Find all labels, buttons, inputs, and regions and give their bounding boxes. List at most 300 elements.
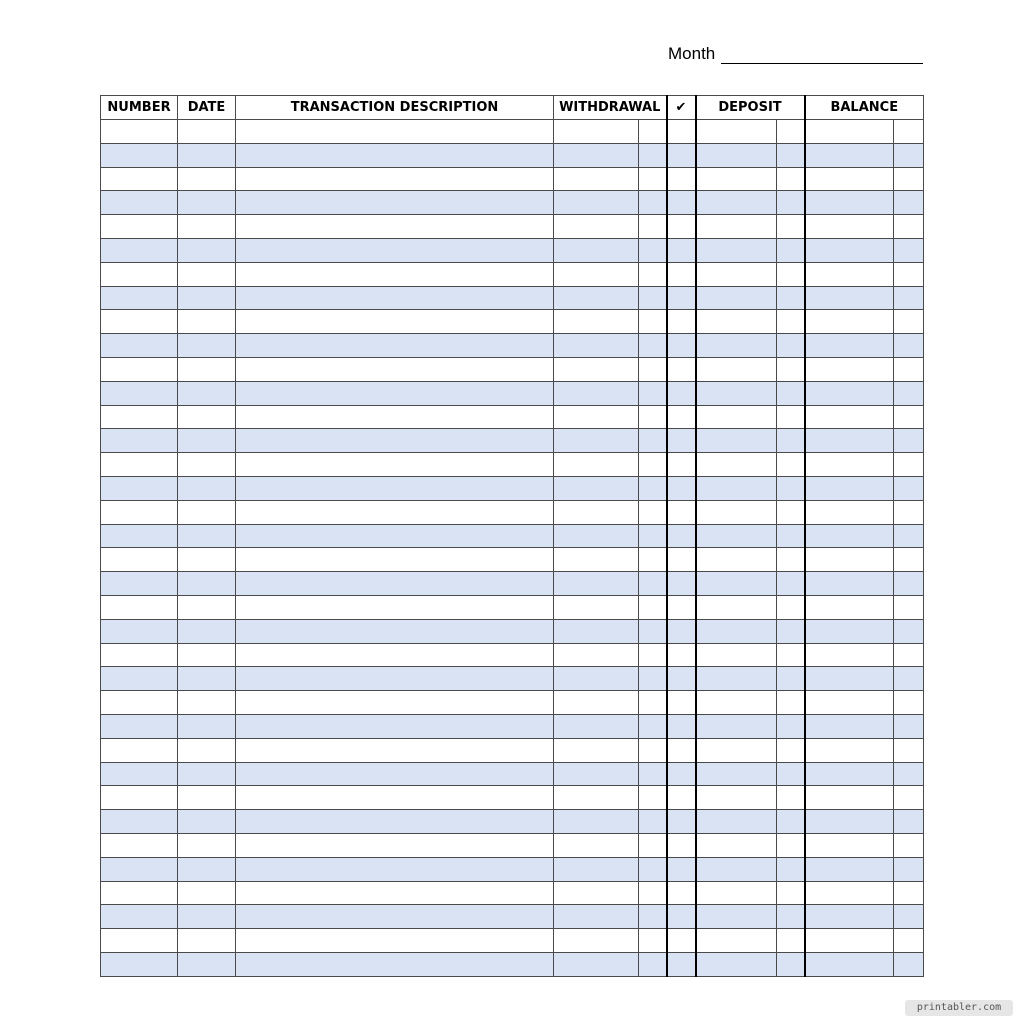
deposit-cents-cell[interactable] xyxy=(777,429,805,453)
balance-cents-cell[interactable] xyxy=(894,929,924,953)
description-cell[interactable] xyxy=(236,238,554,262)
date-cell[interactable] xyxy=(178,691,236,715)
deposit-cents-cell[interactable] xyxy=(777,905,805,929)
balance-cents-cell[interactable] xyxy=(894,453,924,477)
description-cell[interactable] xyxy=(236,262,554,286)
withdrawal-cents-cell[interactable] xyxy=(639,334,667,358)
description-cell[interactable] xyxy=(236,762,554,786)
date-cell[interactable] xyxy=(178,524,236,548)
balance-cents-cell[interactable] xyxy=(894,524,924,548)
deposit-cents-cell[interactable] xyxy=(777,762,805,786)
deposit-cents-cell[interactable] xyxy=(777,929,805,953)
number-cell[interactable] xyxy=(101,238,178,262)
balance-amount-cell[interactable] xyxy=(805,595,894,619)
deposit-amount-cell[interactable] xyxy=(696,572,777,596)
deposit-amount-cell[interactable] xyxy=(696,429,777,453)
deposit-cents-cell[interactable] xyxy=(777,120,805,144)
check-cell[interactable] xyxy=(667,310,696,334)
balance-amount-cell[interactable] xyxy=(805,381,894,405)
balance-cents-cell[interactable] xyxy=(894,215,924,239)
deposit-amount-cell[interactable] xyxy=(696,667,777,691)
withdrawal-cents-cell[interactable] xyxy=(639,191,667,215)
withdrawal-cents-cell[interactable] xyxy=(639,429,667,453)
deposit-cents-cell[interactable] xyxy=(777,667,805,691)
withdrawal-amount-cell[interactable] xyxy=(554,476,639,500)
number-cell[interactable] xyxy=(101,334,178,358)
deposit-cents-cell[interactable] xyxy=(777,714,805,738)
withdrawal-amount-cell[interactable] xyxy=(554,929,639,953)
number-cell[interactable] xyxy=(101,500,178,524)
balance-amount-cell[interactable] xyxy=(805,667,894,691)
deposit-amount-cell[interactable] xyxy=(696,952,777,976)
balance-cents-cell[interactable] xyxy=(894,334,924,358)
description-cell[interactable] xyxy=(236,572,554,596)
date-cell[interactable] xyxy=(178,286,236,310)
balance-amount-cell[interactable] xyxy=(805,310,894,334)
withdrawal-amount-cell[interactable] xyxy=(554,881,639,905)
withdrawal-amount-cell[interactable] xyxy=(554,334,639,358)
check-cell[interactable] xyxy=(667,643,696,667)
number-cell[interactable] xyxy=(101,952,178,976)
balance-amount-cell[interactable] xyxy=(805,286,894,310)
balance-amount-cell[interactable] xyxy=(805,405,894,429)
check-cell[interactable] xyxy=(667,691,696,715)
withdrawal-cents-cell[interactable] xyxy=(639,857,667,881)
date-cell[interactable] xyxy=(178,810,236,834)
deposit-cents-cell[interactable] xyxy=(777,738,805,762)
deposit-amount-cell[interactable] xyxy=(696,357,777,381)
deposit-cents-cell[interactable] xyxy=(777,334,805,358)
deposit-amount-cell[interactable] xyxy=(696,381,777,405)
check-cell[interactable] xyxy=(667,595,696,619)
number-cell[interactable] xyxy=(101,167,178,191)
deposit-amount-cell[interactable] xyxy=(696,738,777,762)
balance-cents-cell[interactable] xyxy=(894,405,924,429)
withdrawal-cents-cell[interactable] xyxy=(639,215,667,239)
number-cell[interactable] xyxy=(101,191,178,215)
balance-cents-cell[interactable] xyxy=(894,548,924,572)
description-cell[interactable] xyxy=(236,548,554,572)
balance-amount-cell[interactable] xyxy=(805,714,894,738)
balance-amount-cell[interactable] xyxy=(805,738,894,762)
deposit-amount-cell[interactable] xyxy=(696,810,777,834)
check-cell[interactable] xyxy=(667,334,696,358)
number-cell[interactable] xyxy=(101,810,178,834)
deposit-cents-cell[interactable] xyxy=(777,572,805,596)
deposit-amount-cell[interactable] xyxy=(696,691,777,715)
description-cell[interactable] xyxy=(236,738,554,762)
balance-amount-cell[interactable] xyxy=(805,572,894,596)
withdrawal-cents-cell[interactable] xyxy=(639,238,667,262)
balance-cents-cell[interactable] xyxy=(894,500,924,524)
deposit-amount-cell[interactable] xyxy=(696,476,777,500)
deposit-cents-cell[interactable] xyxy=(777,191,805,215)
withdrawal-cents-cell[interactable] xyxy=(639,572,667,596)
balance-amount-cell[interactable] xyxy=(805,500,894,524)
withdrawal-cents-cell[interactable] xyxy=(639,905,667,929)
date-cell[interactable] xyxy=(178,667,236,691)
deposit-cents-cell[interactable] xyxy=(777,952,805,976)
deposit-amount-cell[interactable] xyxy=(696,524,777,548)
description-cell[interactable] xyxy=(236,619,554,643)
balance-amount-cell[interactable] xyxy=(805,191,894,215)
date-cell[interactable] xyxy=(178,215,236,239)
balance-cents-cell[interactable] xyxy=(894,262,924,286)
number-cell[interactable] xyxy=(101,881,178,905)
date-cell[interactable] xyxy=(178,762,236,786)
check-cell[interactable] xyxy=(667,548,696,572)
check-cell[interactable] xyxy=(667,667,696,691)
withdrawal-amount-cell[interactable] xyxy=(554,262,639,286)
withdrawal-cents-cell[interactable] xyxy=(639,143,667,167)
description-cell[interactable] xyxy=(236,143,554,167)
description-cell[interactable] xyxy=(236,500,554,524)
number-cell[interactable] xyxy=(101,643,178,667)
date-cell[interactable] xyxy=(178,905,236,929)
withdrawal-cents-cell[interactable] xyxy=(639,286,667,310)
balance-cents-cell[interactable] xyxy=(894,952,924,976)
description-cell[interactable] xyxy=(236,929,554,953)
balance-amount-cell[interactable] xyxy=(805,643,894,667)
withdrawal-cents-cell[interactable] xyxy=(639,833,667,857)
balance-amount-cell[interactable] xyxy=(805,905,894,929)
deposit-amount-cell[interactable] xyxy=(696,334,777,358)
description-cell[interactable] xyxy=(236,833,554,857)
number-cell[interactable] xyxy=(101,857,178,881)
deposit-amount-cell[interactable] xyxy=(696,857,777,881)
description-cell[interactable] xyxy=(236,476,554,500)
deposit-cents-cell[interactable] xyxy=(777,286,805,310)
deposit-amount-cell[interactable] xyxy=(696,453,777,477)
check-cell[interactable] xyxy=(667,738,696,762)
balance-cents-cell[interactable] xyxy=(894,191,924,215)
check-cell[interactable] xyxy=(667,929,696,953)
check-cell[interactable] xyxy=(667,143,696,167)
deposit-amount-cell[interactable] xyxy=(696,167,777,191)
check-cell[interactable] xyxy=(667,905,696,929)
deposit-amount-cell[interactable] xyxy=(696,595,777,619)
check-cell[interactable] xyxy=(667,357,696,381)
date-cell[interactable] xyxy=(178,929,236,953)
balance-cents-cell[interactable] xyxy=(894,429,924,453)
deposit-amount-cell[interactable] xyxy=(696,929,777,953)
description-cell[interactable] xyxy=(236,905,554,929)
balance-amount-cell[interactable] xyxy=(805,548,894,572)
withdrawal-amount-cell[interactable] xyxy=(554,167,639,191)
balance-amount-cell[interactable] xyxy=(805,143,894,167)
check-cell[interactable] xyxy=(667,120,696,144)
deposit-cents-cell[interactable] xyxy=(777,786,805,810)
withdrawal-cents-cell[interactable] xyxy=(639,929,667,953)
deposit-amount-cell[interactable] xyxy=(696,714,777,738)
deposit-amount-cell[interactable] xyxy=(696,500,777,524)
balance-amount-cell[interactable] xyxy=(805,215,894,239)
deposit-cents-cell[interactable] xyxy=(777,857,805,881)
deposit-cents-cell[interactable] xyxy=(777,524,805,548)
date-cell[interactable] xyxy=(178,453,236,477)
number-cell[interactable] xyxy=(101,833,178,857)
deposit-cents-cell[interactable] xyxy=(777,357,805,381)
balance-amount-cell[interactable] xyxy=(805,833,894,857)
description-cell[interactable] xyxy=(236,524,554,548)
description-cell[interactable] xyxy=(236,357,554,381)
withdrawal-cents-cell[interactable] xyxy=(639,500,667,524)
balance-cents-cell[interactable] xyxy=(894,881,924,905)
date-cell[interactable] xyxy=(178,476,236,500)
withdrawal-cents-cell[interactable] xyxy=(639,619,667,643)
date-cell[interactable] xyxy=(178,857,236,881)
withdrawal-cents-cell[interactable] xyxy=(639,691,667,715)
withdrawal-cents-cell[interactable] xyxy=(639,262,667,286)
number-cell[interactable] xyxy=(101,691,178,715)
number-cell[interactable] xyxy=(101,786,178,810)
withdrawal-amount-cell[interactable] xyxy=(554,619,639,643)
deposit-amount-cell[interactable] xyxy=(696,238,777,262)
deposit-amount-cell[interactable] xyxy=(696,762,777,786)
withdrawal-cents-cell[interactable] xyxy=(639,714,667,738)
balance-cents-cell[interactable] xyxy=(894,120,924,144)
check-cell[interactable] xyxy=(667,215,696,239)
deposit-cents-cell[interactable] xyxy=(777,238,805,262)
balance-cents-cell[interactable] xyxy=(894,143,924,167)
date-cell[interactable] xyxy=(178,500,236,524)
balance-cents-cell[interactable] xyxy=(894,357,924,381)
balance-cents-cell[interactable] xyxy=(894,810,924,834)
check-cell[interactable] xyxy=(667,952,696,976)
check-cell[interactable] xyxy=(667,238,696,262)
date-cell[interactable] xyxy=(178,310,236,334)
balance-cents-cell[interactable] xyxy=(894,310,924,334)
description-cell[interactable] xyxy=(236,595,554,619)
number-cell[interactable] xyxy=(101,929,178,953)
number-cell[interactable] xyxy=(101,548,178,572)
deposit-amount-cell[interactable] xyxy=(696,405,777,429)
deposit-amount-cell[interactable] xyxy=(696,833,777,857)
withdrawal-amount-cell[interactable] xyxy=(554,429,639,453)
date-cell[interactable] xyxy=(178,714,236,738)
number-cell[interactable] xyxy=(101,405,178,429)
withdrawal-cents-cell[interactable] xyxy=(639,381,667,405)
balance-amount-cell[interactable] xyxy=(805,167,894,191)
withdrawal-cents-cell[interactable] xyxy=(639,881,667,905)
balance-amount-cell[interactable] xyxy=(805,334,894,358)
check-cell[interactable] xyxy=(667,572,696,596)
date-cell[interactable] xyxy=(178,643,236,667)
withdrawal-amount-cell[interactable] xyxy=(554,643,639,667)
description-cell[interactable] xyxy=(236,310,554,334)
date-cell[interactable] xyxy=(178,738,236,762)
withdrawal-cents-cell[interactable] xyxy=(639,952,667,976)
withdrawal-amount-cell[interactable] xyxy=(554,143,639,167)
withdrawal-amount-cell[interactable] xyxy=(554,667,639,691)
withdrawal-amount-cell[interactable] xyxy=(554,572,639,596)
deposit-cents-cell[interactable] xyxy=(777,262,805,286)
description-cell[interactable] xyxy=(236,429,554,453)
withdrawal-amount-cell[interactable] xyxy=(554,191,639,215)
date-cell[interactable] xyxy=(178,357,236,381)
check-cell[interactable] xyxy=(667,191,696,215)
deposit-cents-cell[interactable] xyxy=(777,453,805,477)
balance-cents-cell[interactable] xyxy=(894,619,924,643)
balance-amount-cell[interactable] xyxy=(805,929,894,953)
balance-cents-cell[interactable] xyxy=(894,714,924,738)
number-cell[interactable] xyxy=(101,476,178,500)
withdrawal-cents-cell[interactable] xyxy=(639,524,667,548)
withdrawal-cents-cell[interactable] xyxy=(639,357,667,381)
check-cell[interactable] xyxy=(667,810,696,834)
check-cell[interactable] xyxy=(667,762,696,786)
deposit-cents-cell[interactable] xyxy=(777,619,805,643)
withdrawal-cents-cell[interactable] xyxy=(639,120,667,144)
check-cell[interactable] xyxy=(667,167,696,191)
deposit-cents-cell[interactable] xyxy=(777,167,805,191)
date-cell[interactable] xyxy=(178,595,236,619)
description-cell[interactable] xyxy=(236,405,554,429)
check-cell[interactable] xyxy=(667,262,696,286)
balance-cents-cell[interactable] xyxy=(894,762,924,786)
deposit-amount-cell[interactable] xyxy=(696,548,777,572)
number-cell[interactable] xyxy=(101,572,178,596)
description-cell[interactable] xyxy=(236,952,554,976)
deposit-amount-cell[interactable] xyxy=(696,643,777,667)
deposit-amount-cell[interactable] xyxy=(696,619,777,643)
balance-amount-cell[interactable] xyxy=(805,476,894,500)
deposit-cents-cell[interactable] xyxy=(777,881,805,905)
check-cell[interactable] xyxy=(667,714,696,738)
withdrawal-cents-cell[interactable] xyxy=(639,167,667,191)
deposit-cents-cell[interactable] xyxy=(777,810,805,834)
withdrawal-amount-cell[interactable] xyxy=(554,405,639,429)
check-cell[interactable] xyxy=(667,857,696,881)
deposit-amount-cell[interactable] xyxy=(696,286,777,310)
withdrawal-amount-cell[interactable] xyxy=(554,357,639,381)
deposit-cents-cell[interactable] xyxy=(777,310,805,334)
number-cell[interactable] xyxy=(101,738,178,762)
withdrawal-amount-cell[interactable] xyxy=(554,738,639,762)
number-cell[interactable] xyxy=(101,310,178,334)
withdrawal-amount-cell[interactable] xyxy=(554,381,639,405)
description-cell[interactable] xyxy=(236,857,554,881)
deposit-amount-cell[interactable] xyxy=(696,310,777,334)
check-cell[interactable] xyxy=(667,524,696,548)
description-cell[interactable] xyxy=(236,334,554,358)
balance-amount-cell[interactable] xyxy=(805,857,894,881)
balance-cents-cell[interactable] xyxy=(894,238,924,262)
deposit-amount-cell[interactable] xyxy=(696,881,777,905)
description-cell[interactable] xyxy=(236,286,554,310)
deposit-cents-cell[interactable] xyxy=(777,405,805,429)
balance-amount-cell[interactable] xyxy=(805,762,894,786)
balance-amount-cell[interactable] xyxy=(805,786,894,810)
balance-cents-cell[interactable] xyxy=(894,381,924,405)
balance-amount-cell[interactable] xyxy=(805,262,894,286)
description-cell[interactable] xyxy=(236,691,554,715)
date-cell[interactable] xyxy=(178,548,236,572)
balance-amount-cell[interactable] xyxy=(805,524,894,548)
date-cell[interactable] xyxy=(178,429,236,453)
withdrawal-amount-cell[interactable] xyxy=(554,215,639,239)
description-cell[interactable] xyxy=(236,881,554,905)
deposit-amount-cell[interactable] xyxy=(696,215,777,239)
number-cell[interactable] xyxy=(101,429,178,453)
withdrawal-amount-cell[interactable] xyxy=(554,524,639,548)
check-cell[interactable] xyxy=(667,286,696,310)
withdrawal-cents-cell[interactable] xyxy=(639,453,667,477)
withdrawal-amount-cell[interactable] xyxy=(554,810,639,834)
balance-cents-cell[interactable] xyxy=(894,738,924,762)
deposit-cents-cell[interactable] xyxy=(777,500,805,524)
balance-cents-cell[interactable] xyxy=(894,476,924,500)
description-cell[interactable] xyxy=(236,191,554,215)
check-cell[interactable] xyxy=(667,453,696,477)
date-cell[interactable] xyxy=(178,881,236,905)
month-field-line[interactable] xyxy=(721,63,923,64)
date-cell[interactable] xyxy=(178,143,236,167)
balance-amount-cell[interactable] xyxy=(805,810,894,834)
withdrawal-cents-cell[interactable] xyxy=(639,643,667,667)
number-cell[interactable] xyxy=(101,120,178,144)
deposit-amount-cell[interactable] xyxy=(696,905,777,929)
withdrawal-cents-cell[interactable] xyxy=(639,548,667,572)
date-cell[interactable] xyxy=(178,786,236,810)
deposit-cents-cell[interactable] xyxy=(777,643,805,667)
balance-amount-cell[interactable] xyxy=(805,429,894,453)
description-cell[interactable] xyxy=(236,714,554,738)
check-cell[interactable] xyxy=(667,476,696,500)
date-cell[interactable] xyxy=(178,191,236,215)
balance-cents-cell[interactable] xyxy=(894,857,924,881)
withdrawal-amount-cell[interactable] xyxy=(554,762,639,786)
number-cell[interactable] xyxy=(101,215,178,239)
deposit-amount-cell[interactable] xyxy=(696,191,777,215)
deposit-cents-cell[interactable] xyxy=(777,143,805,167)
description-cell[interactable] xyxy=(236,786,554,810)
deposit-cents-cell[interactable] xyxy=(777,548,805,572)
withdrawal-cents-cell[interactable] xyxy=(639,762,667,786)
withdrawal-amount-cell[interactable] xyxy=(554,952,639,976)
withdrawal-cents-cell[interactable] xyxy=(639,595,667,619)
description-cell[interactable] xyxy=(236,215,554,239)
check-cell[interactable] xyxy=(667,833,696,857)
check-cell[interactable] xyxy=(667,619,696,643)
description-cell[interactable] xyxy=(236,381,554,405)
date-cell[interactable] xyxy=(178,405,236,429)
balance-amount-cell[interactable] xyxy=(805,120,894,144)
balance-amount-cell[interactable] xyxy=(805,453,894,477)
withdrawal-amount-cell[interactable] xyxy=(554,238,639,262)
withdrawal-cents-cell[interactable] xyxy=(639,786,667,810)
date-cell[interactable] xyxy=(178,952,236,976)
withdrawal-amount-cell[interactable] xyxy=(554,833,639,857)
balance-amount-cell[interactable] xyxy=(805,881,894,905)
check-cell[interactable] xyxy=(667,786,696,810)
withdrawal-cents-cell[interactable] xyxy=(639,667,667,691)
date-cell[interactable] xyxy=(178,572,236,596)
withdrawal-amount-cell[interactable] xyxy=(554,548,639,572)
date-cell[interactable] xyxy=(178,238,236,262)
date-cell[interactable] xyxy=(178,262,236,286)
balance-amount-cell[interactable] xyxy=(805,952,894,976)
description-cell[interactable] xyxy=(236,167,554,191)
withdrawal-cents-cell[interactable] xyxy=(639,310,667,334)
number-cell[interactable] xyxy=(101,524,178,548)
check-cell[interactable] xyxy=(667,881,696,905)
balance-cents-cell[interactable] xyxy=(894,905,924,929)
withdrawal-amount-cell[interactable] xyxy=(554,595,639,619)
deposit-cents-cell[interactable] xyxy=(777,595,805,619)
balance-amount-cell[interactable] xyxy=(805,238,894,262)
withdrawal-amount-cell[interactable] xyxy=(554,310,639,334)
